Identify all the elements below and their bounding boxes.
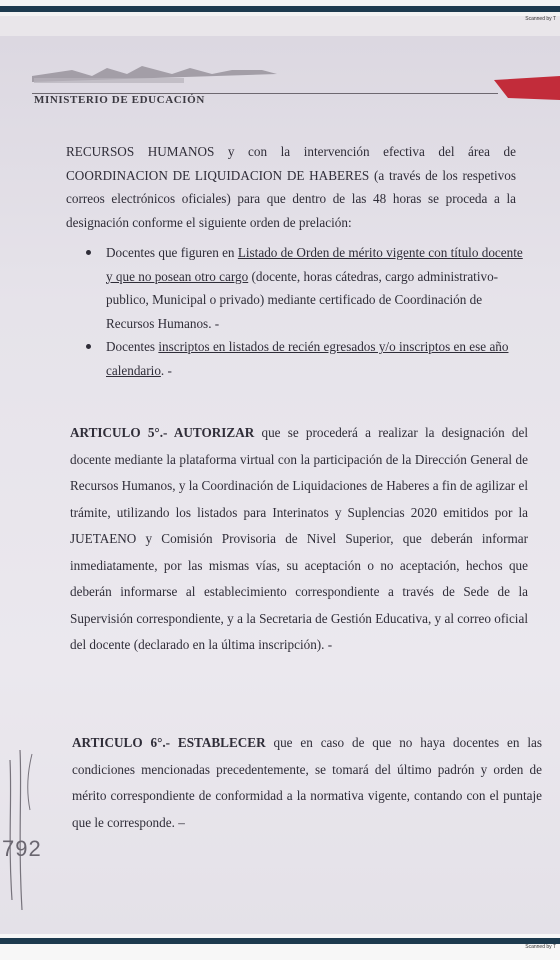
ministry-header: MINISTERIO DE EDUCACIÓN [34, 94, 205, 106]
ministry-logo [32, 60, 282, 88]
scanner-watermark-top: Scanned by T [525, 16, 556, 22]
list-item-text: Docentes [106, 339, 159, 354]
article-5 [70, 420, 528, 659]
list-item-text: . - [160, 362, 172, 378]
list-item-underlined: inscriptos en listados de recién egresados y/o inscriptos en ese año calendario [106, 339, 509, 378]
scanner-watermark-bottom: Scanned by T [525, 944, 556, 950]
scan-top-border [0, 0, 560, 16]
priority-list [84, 241, 524, 382]
scan-bottom-border [0, 934, 560, 960]
article-5-text: que se procederá a realizar la designación del docente mediante la plataforma virtual con la participación de la Dirección General de Recursos Humanos, y la Coordinación de Liquidaciones de Haberes a fin de agilizar el trámite, utilizando los listados para Interinatos y Suplencias 2020 emitidos por la JUETAENO y Comisión Provisoria de Nivel Superior, que deberán informar inmediatamente, por las mismas vías, su aceptación o no aceptación, hechos que deberán informarse al establecimiento correspondiente a través de Sede de la Supervisión correspondiente, y a la Secretaria de Gestión Educativa, y al correo oficial del docente (declarado en la última inscripción). - [70, 425, 528, 652]
list-item-text: Docentes que figuren en [106, 245, 238, 260]
bullet-icon [86, 250, 91, 255]
intro-paragraph: RECURSOS HUMANOS y con la intervención efectiva del área de COORDINACION DE LIQUIDACION DE HABERES (a través de los respetivos correos electrónicos oficiales) para que dentro de las 48 horas se proceda a la designación conforme el siguiente orden de prelación: [66, 144, 516, 230]
list-item [84, 335, 524, 382]
bullet-icon [86, 344, 91, 349]
article-6 [72, 730, 542, 836]
list-item-text: (docente, horas cátedras, cargo administrativo- publico, Municipal o privado) mediante certificado de Coordinación de Recursos Humanos. - [106, 268, 499, 331]
article-5-heading: ARTICULO 5°.- AUTORIZAR [70, 425, 255, 440]
margin-stamp-marks [0, 740, 50, 910]
list-item-underlined: Listado de Orden de mérito vigente con título docente y que no posean otro cargo [106, 245, 523, 284]
list-item [84, 241, 524, 335]
article-6-text: que en caso de que no haya docentes en las condiciones mencionadas precedentemente, se tomará del último padrón y orden de mérito correspondiente de conformidad a la normativa vigente, contando con el puntaje que le corresponde. – [72, 735, 542, 830]
margin-page-number: 792 [2, 836, 42, 861]
article-6-heading: ARTICULO 6°.- ESTABLECER [72, 735, 266, 750]
red-corner-band [494, 76, 560, 100]
